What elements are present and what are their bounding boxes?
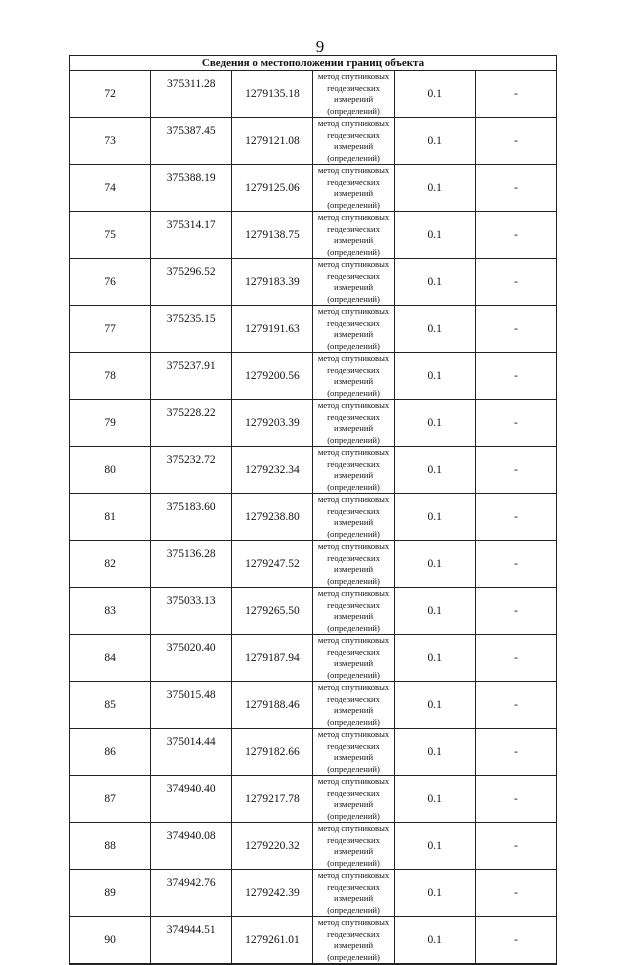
- note-cell: -: [475, 71, 556, 118]
- coordinate-y-cell: 1279135.18: [232, 71, 313, 118]
- method-text-line: метод спутниковых: [317, 71, 390, 81]
- table-row: [70, 823, 557, 870]
- method-text-line: метод спутниковых: [317, 259, 390, 269]
- method-text-line: геодезических измерений: [327, 270, 380, 292]
- note-cell: -: [475, 353, 556, 400]
- coordinate-x-cell: 375020.40: [151, 635, 232, 682]
- coordinate-x-cell: 375136.28: [151, 541, 232, 588]
- accuracy-cell: 0.1: [394, 400, 475, 447]
- table-row: [70, 635, 557, 682]
- note-cell: -: [475, 870, 556, 917]
- point-number-cell: 76: [70, 259, 151, 306]
- coordinate-x-cell: 375183.60: [151, 494, 232, 541]
- note-cell: -: [475, 306, 556, 353]
- point-number-cell: 84: [70, 635, 151, 682]
- table-row: [70, 306, 557, 353]
- point-number-cell: 90: [70, 917, 151, 965]
- point-number-cell: 81: [70, 494, 151, 541]
- accuracy-cell: 0.1: [394, 306, 475, 353]
- accuracy-cell: 0.1: [394, 259, 475, 306]
- coordinate-x-cell: 375228.22: [151, 400, 232, 447]
- method-cell: [313, 400, 394, 447]
- accuracy-cell: 0.1: [394, 870, 475, 917]
- method-text-line: метод спутниковых: [317, 588, 390, 598]
- accuracy-cell: 0.1: [394, 776, 475, 823]
- method-cell: [313, 635, 394, 682]
- point-number-cell: 74: [70, 165, 151, 212]
- accuracy-cell: 0.1: [394, 635, 475, 682]
- method-text-line: метод спутниковых: [317, 353, 390, 363]
- method-text-line: метод спутниковых: [317, 823, 390, 833]
- point-number-cell: 82: [70, 541, 151, 588]
- coordinate-y-cell: 1279183.39: [232, 259, 313, 306]
- method-text-line: геодезических измерений: [327, 411, 380, 433]
- method-text-line: (определений): [327, 293, 380, 304]
- method-cell: [313, 776, 394, 823]
- note-cell: -: [475, 212, 556, 259]
- note-cell: -: [475, 823, 556, 870]
- method-text-line: геодезических измерений: [327, 176, 380, 198]
- method-text-line: метод спутниковых: [317, 165, 390, 175]
- note-cell: -: [475, 118, 556, 165]
- method-text-line: метод спутниковых: [317, 212, 390, 222]
- point-number-cell: 77: [70, 306, 151, 353]
- point-number-cell: 80: [70, 447, 151, 494]
- point-number-cell: 89: [70, 870, 151, 917]
- method-cell: [313, 118, 394, 165]
- method-cell: [313, 353, 394, 400]
- coordinate-y-cell: 1279232.34: [232, 447, 313, 494]
- method-cell: [313, 71, 394, 118]
- coordinate-y-cell: 1279191.63: [232, 306, 313, 353]
- method-text-line: геодезических измерений: [327, 458, 380, 480]
- table-row: [70, 588, 557, 635]
- method-text-line: метод спутниковых: [317, 118, 390, 128]
- table-row: [70, 776, 557, 823]
- method-cell: [313, 259, 394, 306]
- coordinate-x-cell: 375033.13: [151, 588, 232, 635]
- method-text-line: метод спутниковых: [317, 494, 390, 504]
- note-cell: -: [475, 588, 556, 635]
- accuracy-cell: 0.1: [394, 588, 475, 635]
- table-row: [70, 682, 557, 729]
- coordinate-x-cell: 375388.19: [151, 165, 232, 212]
- method-text-line: геодезических измерений: [327, 317, 380, 339]
- coordinate-y-cell: 1279125.06: [232, 165, 313, 212]
- table-row: [70, 212, 557, 259]
- method-text-line: метод спутниковых: [317, 400, 390, 410]
- table-row: [70, 447, 557, 494]
- accuracy-cell: 0.1: [394, 447, 475, 494]
- method-cell: [313, 588, 394, 635]
- method-text-line: (определений): [327, 199, 380, 210]
- method-text-line: геодезических измерений: [327, 646, 380, 668]
- boundary-coordinates-table: [69, 55, 557, 965]
- method-text-line: метод спутниковых: [317, 870, 390, 880]
- coordinate-y-cell: 1279182.66: [232, 729, 313, 776]
- note-cell: -: [475, 400, 556, 447]
- method-text-line: геодезических измерений: [327, 693, 380, 715]
- method-text-line: метод спутниковых: [317, 729, 390, 739]
- method-cell: [313, 165, 394, 212]
- table-row: [70, 259, 557, 306]
- method-text-line: (определений): [327, 669, 380, 680]
- method-text-line: (определений): [327, 481, 380, 492]
- table-row: [70, 118, 557, 165]
- method-text-line: метод спутниковых: [317, 635, 390, 645]
- table-row: [70, 400, 557, 447]
- accuracy-cell: 0.1: [394, 118, 475, 165]
- point-number-cell: 86: [70, 729, 151, 776]
- method-cell: [313, 494, 394, 541]
- method-text-line: метод спутниковых: [317, 447, 390, 457]
- coordinate-y-cell: 1279261.01: [232, 917, 313, 965]
- coordinate-x-cell: 374942.76: [151, 870, 232, 917]
- note-cell: -: [475, 729, 556, 776]
- method-text-line: метод спутниковых: [317, 776, 390, 786]
- note-cell: -: [475, 917, 556, 965]
- coordinate-x-cell: 375387.45: [151, 118, 232, 165]
- coordinate-x-cell: 374944.51: [151, 917, 232, 965]
- method-text-line: (определений): [327, 716, 380, 727]
- coordinate-x-cell: 375237.91: [151, 353, 232, 400]
- method-cell: [313, 541, 394, 588]
- table-row: [70, 165, 557, 212]
- method-text-line: метод спутниковых: [317, 682, 390, 692]
- point-number-cell: 78: [70, 353, 151, 400]
- coordinate-x-cell: 374940.40: [151, 776, 232, 823]
- method-text-line: геодезических измерений: [327, 928, 380, 950]
- table-header-row: [70, 56, 557, 71]
- coordinate-y-cell: 1279217.78: [232, 776, 313, 823]
- method-text-line: метод спутниковых: [317, 541, 390, 551]
- point-number-cell: 87: [70, 776, 151, 823]
- point-number-cell: 75: [70, 212, 151, 259]
- coordinate-y-cell: 1279238.80: [232, 494, 313, 541]
- method-text-line: геодезических измерений: [327, 787, 380, 809]
- method-cell: [313, 682, 394, 729]
- method-text-line: (определений): [327, 528, 380, 539]
- coordinate-x-cell: 375014.44: [151, 729, 232, 776]
- accuracy-cell: 0.1: [394, 71, 475, 118]
- coordinate-y-cell: 1279121.08: [232, 118, 313, 165]
- note-cell: -: [475, 259, 556, 306]
- coordinate-y-cell: 1279247.52: [232, 541, 313, 588]
- method-cell: [313, 306, 394, 353]
- coordinate-y-cell: 1279203.39: [232, 400, 313, 447]
- method-text-line: геодезических измерений: [327, 364, 380, 386]
- method-text-line: (определений): [327, 904, 380, 915]
- coordinate-y-cell: 1279242.39: [232, 870, 313, 917]
- method-text-line: (определений): [327, 152, 380, 163]
- coordinate-x-cell: 375232.72: [151, 447, 232, 494]
- note-cell: -: [475, 165, 556, 212]
- method-text-line: геодезических измерений: [327, 223, 380, 245]
- table-row: [70, 353, 557, 400]
- boundary-table-container: [69, 55, 557, 965]
- method-text-line: геодезических измерений: [327, 82, 380, 104]
- table-row: [70, 917, 557, 965]
- accuracy-cell: 0.1: [394, 494, 475, 541]
- table-row: [70, 541, 557, 588]
- method-text-line: (определений): [327, 575, 380, 586]
- note-cell: -: [475, 776, 556, 823]
- table-row: [70, 494, 557, 541]
- method-text-line: геодезических измерений: [327, 505, 380, 527]
- table-row: [70, 870, 557, 917]
- note-cell: -: [475, 541, 556, 588]
- page-number: 9: [315, 37, 325, 56]
- method-text-line: (определений): [327, 105, 380, 116]
- coordinate-y-cell: 1279138.75: [232, 212, 313, 259]
- point-number-cell: 79: [70, 400, 151, 447]
- method-text-line: метод спутниковых: [317, 306, 390, 316]
- method-text-line: метод спутниковых: [317, 917, 390, 927]
- coordinate-x-cell: 375311.28: [151, 71, 232, 118]
- method-text-line: (определений): [327, 951, 380, 962]
- method-text-line: (определений): [327, 810, 380, 821]
- method-text-line: (определений): [327, 857, 380, 868]
- accuracy-cell: 0.1: [394, 353, 475, 400]
- method-text-line: геодезических измерений: [327, 881, 380, 903]
- note-cell: -: [475, 447, 556, 494]
- method-cell: [313, 729, 394, 776]
- method-text-line: (определений): [327, 434, 380, 445]
- point-number-cell: 85: [70, 682, 151, 729]
- table-row: [70, 71, 557, 118]
- coordinate-y-cell: 1279220.32: [232, 823, 313, 870]
- point-number-cell: 83: [70, 588, 151, 635]
- method-cell: [313, 447, 394, 494]
- accuracy-cell: 0.1: [394, 682, 475, 729]
- method-text-line: геодезических измерений: [327, 129, 380, 151]
- coordinate-x-cell: 375314.17: [151, 212, 232, 259]
- accuracy-cell: 0.1: [394, 541, 475, 588]
- method-text-line: (определений): [327, 387, 380, 398]
- method-cell: [313, 823, 394, 870]
- method-text-line: геодезических измерений: [327, 599, 380, 621]
- method-text-line: (определений): [327, 246, 380, 257]
- point-number-cell: 88: [70, 823, 151, 870]
- method-cell: [313, 917, 394, 965]
- note-cell: -: [475, 682, 556, 729]
- note-cell: -: [475, 635, 556, 682]
- method-text-line: геодезических измерений: [327, 740, 380, 762]
- method-text-line: геодезических измерений: [327, 552, 380, 574]
- accuracy-cell: 0.1: [394, 165, 475, 212]
- table-row: [70, 729, 557, 776]
- accuracy-cell: 0.1: [394, 729, 475, 776]
- note-cell: -: [475, 494, 556, 541]
- method-text-line: (определений): [327, 340, 380, 351]
- coordinate-x-cell: 375296.52: [151, 259, 232, 306]
- method-cell: [313, 870, 394, 917]
- coordinate-x-cell: 374940.08: [151, 823, 232, 870]
- accuracy-cell: 0.1: [394, 823, 475, 870]
- coordinate-x-cell: 375015.48: [151, 682, 232, 729]
- coordinate-y-cell: 1279187.94: [232, 635, 313, 682]
- method-text-line: (определений): [327, 622, 380, 633]
- coordinate-y-cell: 1279200.56: [232, 353, 313, 400]
- table-title: Сведения о местоположении границ объекта: [70, 56, 557, 71]
- method-text-line: геодезических измерений: [327, 834, 380, 856]
- accuracy-cell: 0.1: [394, 212, 475, 259]
- method-text-line: (определений): [327, 763, 380, 774]
- coordinate-x-cell: 375235.15: [151, 306, 232, 353]
- point-number-cell: 72: [70, 71, 151, 118]
- coordinate-y-cell: 1279188.46: [232, 682, 313, 729]
- point-number-cell: 73: [70, 118, 151, 165]
- accuracy-cell: 0.1: [394, 917, 475, 965]
- method-cell: [313, 212, 394, 259]
- coordinate-y-cell: 1279265.50: [232, 588, 313, 635]
